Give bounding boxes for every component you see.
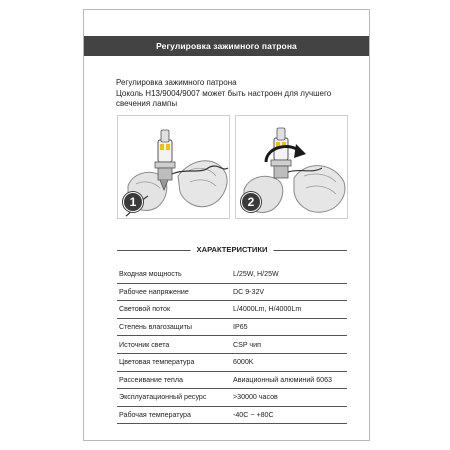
step-2-badge: 2 bbox=[241, 192, 261, 212]
spec-label: Рабочее напряжение bbox=[119, 287, 189, 296]
spec-value: DC 9-32V bbox=[233, 287, 265, 296]
spec-row bbox=[117, 319, 347, 337]
spec-value: 6000K bbox=[233, 358, 254, 367]
step-1-badge: 1 bbox=[123, 192, 143, 212]
spec-value: IP65 bbox=[233, 323, 248, 332]
spec-row bbox=[117, 301, 347, 319]
spec-value: Авиационный алюминий 6063 bbox=[233, 375, 333, 384]
intro-line-1: Регулировка зажимного патрона bbox=[116, 78, 237, 87]
spec-value: CSP чип bbox=[233, 340, 261, 349]
spec-label: Световой поток bbox=[119, 305, 171, 314]
spec-label: Эксплуатационный ресурс bbox=[119, 393, 207, 402]
specs-table bbox=[117, 266, 347, 424]
spec-value: >30000 часов bbox=[233, 393, 278, 402]
section-header-title: Регулировка зажимного патрона bbox=[156, 41, 297, 51]
spec-label: Степень влагозащиты bbox=[119, 323, 192, 332]
intro-line-3: свечения лампы bbox=[116, 99, 178, 109]
intro-text bbox=[116, 78, 351, 110]
specs-heading bbox=[117, 245, 347, 257]
step-1-photo bbox=[117, 115, 230, 219]
spec-row bbox=[117, 266, 347, 284]
spec-value: -40C ~ +80C bbox=[233, 411, 274, 420]
spec-row bbox=[117, 407, 347, 425]
spec-label: Рассеивание тепла bbox=[119, 375, 183, 384]
spec-row bbox=[117, 354, 347, 372]
spec-label: Рабочая температура bbox=[119, 411, 191, 420]
spec-label: Источник света bbox=[119, 340, 170, 349]
spec-row bbox=[117, 284, 347, 302]
step-2-photo bbox=[235, 115, 348, 219]
spec-row bbox=[117, 336, 347, 354]
document-page bbox=[83, 9, 370, 441]
spec-row bbox=[117, 389, 347, 407]
section-header bbox=[84, 36, 369, 56]
spec-value: L/25W, H/25W bbox=[233, 270, 279, 279]
spec-value: L/4000Lm, H/4000Lm bbox=[233, 305, 302, 314]
spec-label: Цветовая температура bbox=[119, 358, 195, 367]
spec-label: Входная мощность bbox=[119, 270, 182, 279]
spec-row bbox=[117, 372, 347, 390]
specs-title: ХАРАКТЕРИСТИКИ bbox=[191, 245, 274, 254]
intro-line-2: Цоколь H13/9004/9007 может быть настроен для лучшего bbox=[116, 88, 332, 98]
